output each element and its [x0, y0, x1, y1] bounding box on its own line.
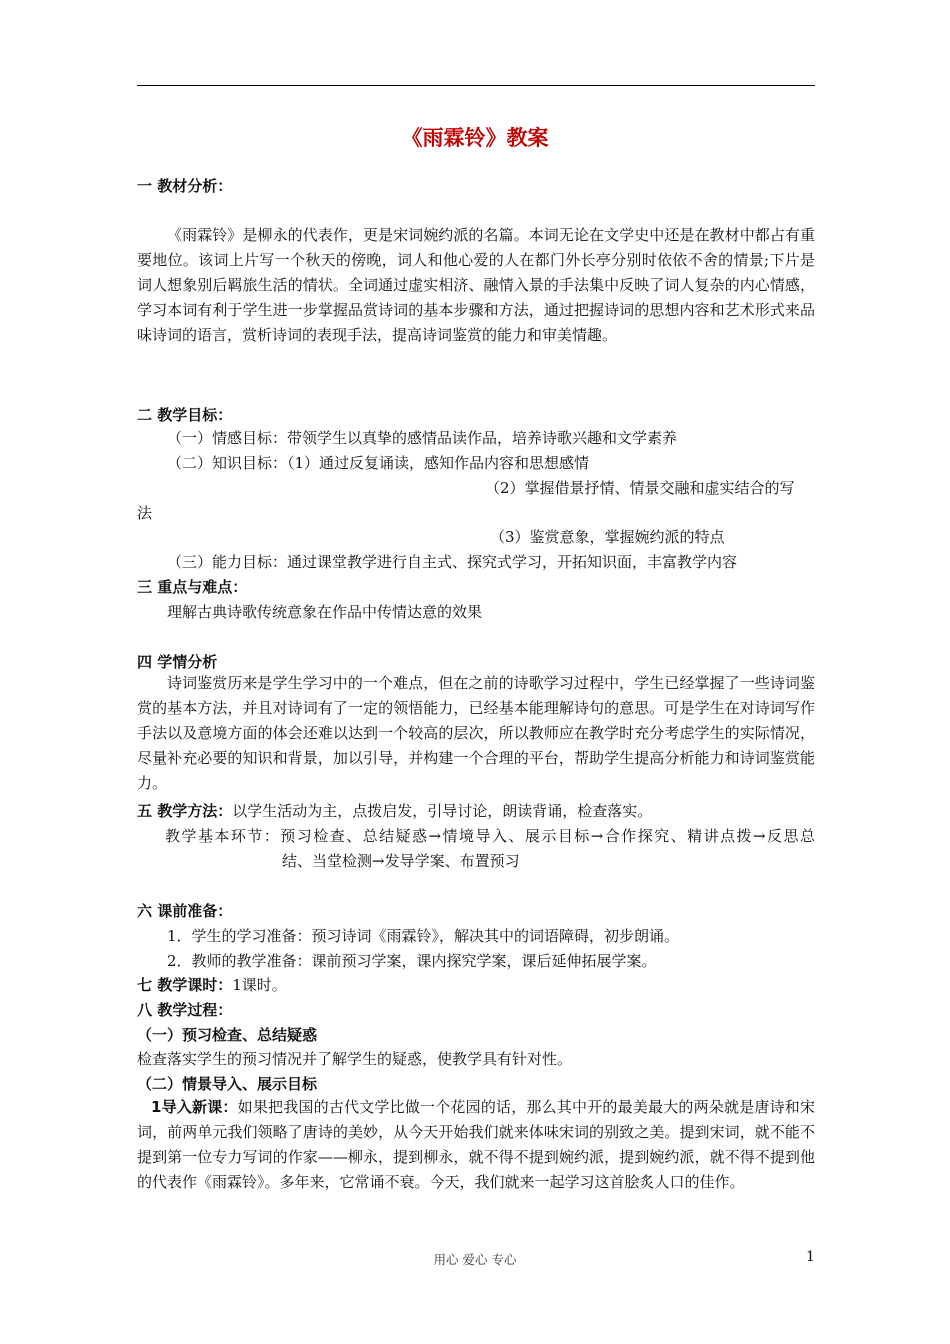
- section-4-heading: 四 学情分析: [137, 653, 218, 671]
- goal-knowledge-2: （2）掌握借景抒情、情景交融和虚实结合的写: [485, 479, 795, 497]
- section-1-heading: 一 教材分析：: [137, 177, 233, 195]
- section-6-heading: 六 课前准备：: [137, 902, 233, 920]
- process-1-body: 检查落实学生的预习情况并了解学生的疑惑，使教学具有针对性。: [137, 1050, 573, 1068]
- prep-student: 1．学生的学习准备：预习诗词《雨霖铃》，解决其中的词语障碍，初步朗诵。: [167, 927, 680, 945]
- goal-knowledge-2-end: 法: [137, 504, 153, 522]
- section-3-heading: 三 重点与难点：: [137, 578, 248, 596]
- intro-body: 如果把我国的古代文学比做一个花园的话，那么其中开的最美最大的两朵就是唐诗和宋词，前两单元我们领略了唐诗的美妙，从今天开始我们就来体味宋词的别致之美。提到宋词，就不能不提到第一位专力写词的作家——柳永，提到柳永，就不得不提到婉约派，提到婉约派，就不得不提到他的代表作《雨霖铃》。多年来，它常诵不衰。今天，我们就来一起学习这首脍炙人口的佳作。: [137, 1098, 815, 1191]
- section-1-body: 《雨霖铃》是柳永的代表作，更是宋词婉约派的名篇。本词无论在文学史中还是在教材中都占有重要地位。该词上片写一个秋天的傍晚，词人和他心爱的人在都门外长亭分别时依依不舍的情景;下片是词人想象别后羁旅生活的情状。全词通过虚实相济、融情入景的手法集中反映了词人复杂的内心情感，学习本词有利于学生进一步掌握品赏诗词的基本步骤和方法，通过把握诗词的思想内容和艺术形式来品味诗词的语言，赏析诗词的表现手法，提高诗词鉴赏的能力和审美情趣。: [137, 226, 815, 344]
- section-2-heading: 二 教学目标：: [137, 406, 233, 424]
- section-5-body: 以学生活动为主，点拨启发，引导讨论，朗读背诵，检查落实。: [232, 802, 653, 820]
- intro-label: 1导入新课：: [151, 1098, 238, 1116]
- section-8-heading: 八 教学过程：: [137, 1001, 233, 1019]
- process-2-heading: （二）情景导入、展示目标: [137, 1075, 318, 1093]
- goal-knowledge: （二）知识目标：（1）通过反复诵读，感知作品内容和思想感情: [167, 454, 590, 472]
- section-3-body: 理解古典诗歌传统意象在作品中传情达意的效果: [167, 603, 483, 621]
- teaching-steps-2: 结、当堂检测→发导学案、布置预习: [282, 852, 520, 870]
- section-5-heading: 五 教学方法：: [137, 802, 233, 820]
- footer-text: 用心 爱心 专心: [433, 1252, 517, 1267]
- intro-paragraph: [137, 1095, 815, 1195]
- process-1-heading: （一）预习检查、总结疑惑: [137, 1026, 318, 1044]
- goal-ability: （三）能力目标：通过课堂教学进行自主式、探究式学习，开拓知识面，丰富教学内容: [167, 553, 738, 571]
- document-title: 《雨霖铃》教案: [401, 126, 549, 150]
- section-7-heading: 七 教学课时：: [137, 976, 233, 994]
- section-7-body: 1课时。: [232, 976, 287, 994]
- teaching-steps-1: 教学基本环节：预习检查、总结疑惑→情境导入、展示目标→合作探究、精讲点拨→反思总: [165, 827, 815, 845]
- goal-knowledge-3: （3）鉴赏意象，掌握婉约派的特点: [490, 528, 725, 546]
- section-5-line: [137, 800, 652, 821]
- page-number: 1: [806, 1249, 815, 1265]
- header-rule: [137, 85, 815, 86]
- goal-emotion: （一）情感目标：带领学生以真挚的感情品读作品，培养诗歌兴趣和文学素养: [167, 429, 678, 447]
- section-7-line: [137, 974, 287, 995]
- section-4-body: 诗词鉴赏历来是学生学习中的一个难点，但在之前的诗歌学习过程中，学生已经掌握了一些诗词鉴赏的基本方法，并且对诗词有了一定的领悟能力，已经基本能理解诗句的意思。可是学生在对诗词写作手法以及意境方面的体会还难以达到一个较高的层次，所以教师应在教学时充分考虑学生的实际情况，尽量补充必要的知识和背景，加以引导，并构建一个合理的平台，帮助学生提高分析能力和诗词鉴赏能力。: [137, 674, 815, 792]
- prep-teacher: 2．教师的教学准备：课前预习学案，课内探究学案，课后延伸拓展学案。: [167, 952, 657, 970]
